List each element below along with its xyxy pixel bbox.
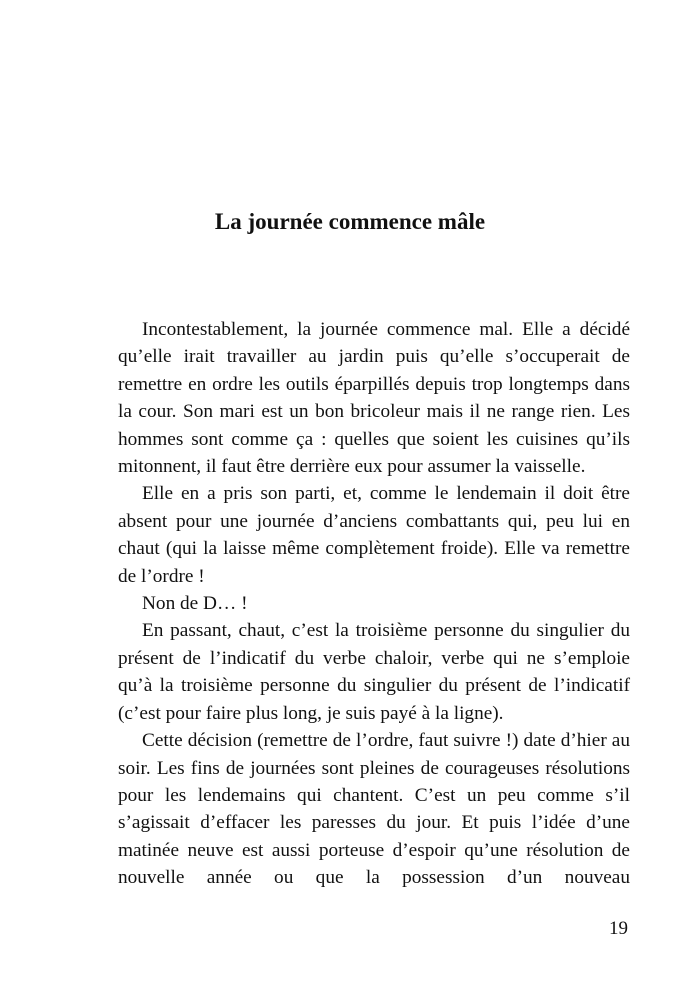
paragraph: Cette décision (remettre de l’ordre, faut suivre !) date d’hier au soir. Les fins de journées sont pleines de courageuses résolutions pour les lendemains qui chantent. C’est un peu comme s’il s’agissait d’effacer les paresses du jour. Et puis l’idée d’une matinée neuve est aussi porteuse d’espoir qu’une résolution de nouvelle année ou que la possession d’un nouveau	[118, 730, 630, 889]
chapter-title: La journée commence mâle	[214, 209, 486, 234]
page-number: 19	[609, 918, 628, 939]
paragraph: Incontestablement, la journée commence mal. Elle a décidé qu’elle irait travailler au jardin puis qu’elle s’occuperait de remettre en ordre les outils éparpillés depuis trop longtemps dans la cour. Son mari est un bon bricoleur mais il ne range rien. Les hommes sont comme ça : quelles que soient les cuisines qu’ils mitonnent, il faut être derrière eux pour assumer la vaisselle.	[118, 319, 630, 478]
paragraph: Non de D… !	[142, 593, 248, 615]
paragraph: En passant, chaut, c’est la troisième personne du singulier du présent de l’indicatif du verbe chaloir, verbe qui ne s’emploie qu’à la troisième personne du singulier du présent de l’indicatif (c’est pour faire plus long, je suis payé à la ligne).	[118, 620, 630, 724]
body-text	[118, 316, 630, 892]
paragraph: Elle en a pris son parti, et, comme le lendemain il doit être absent pour une journée d’anciens combattants qui, peu lui en chaut (qui la laisse même complètement froide). Elle va remettre de l’ordre !	[118, 483, 630, 587]
